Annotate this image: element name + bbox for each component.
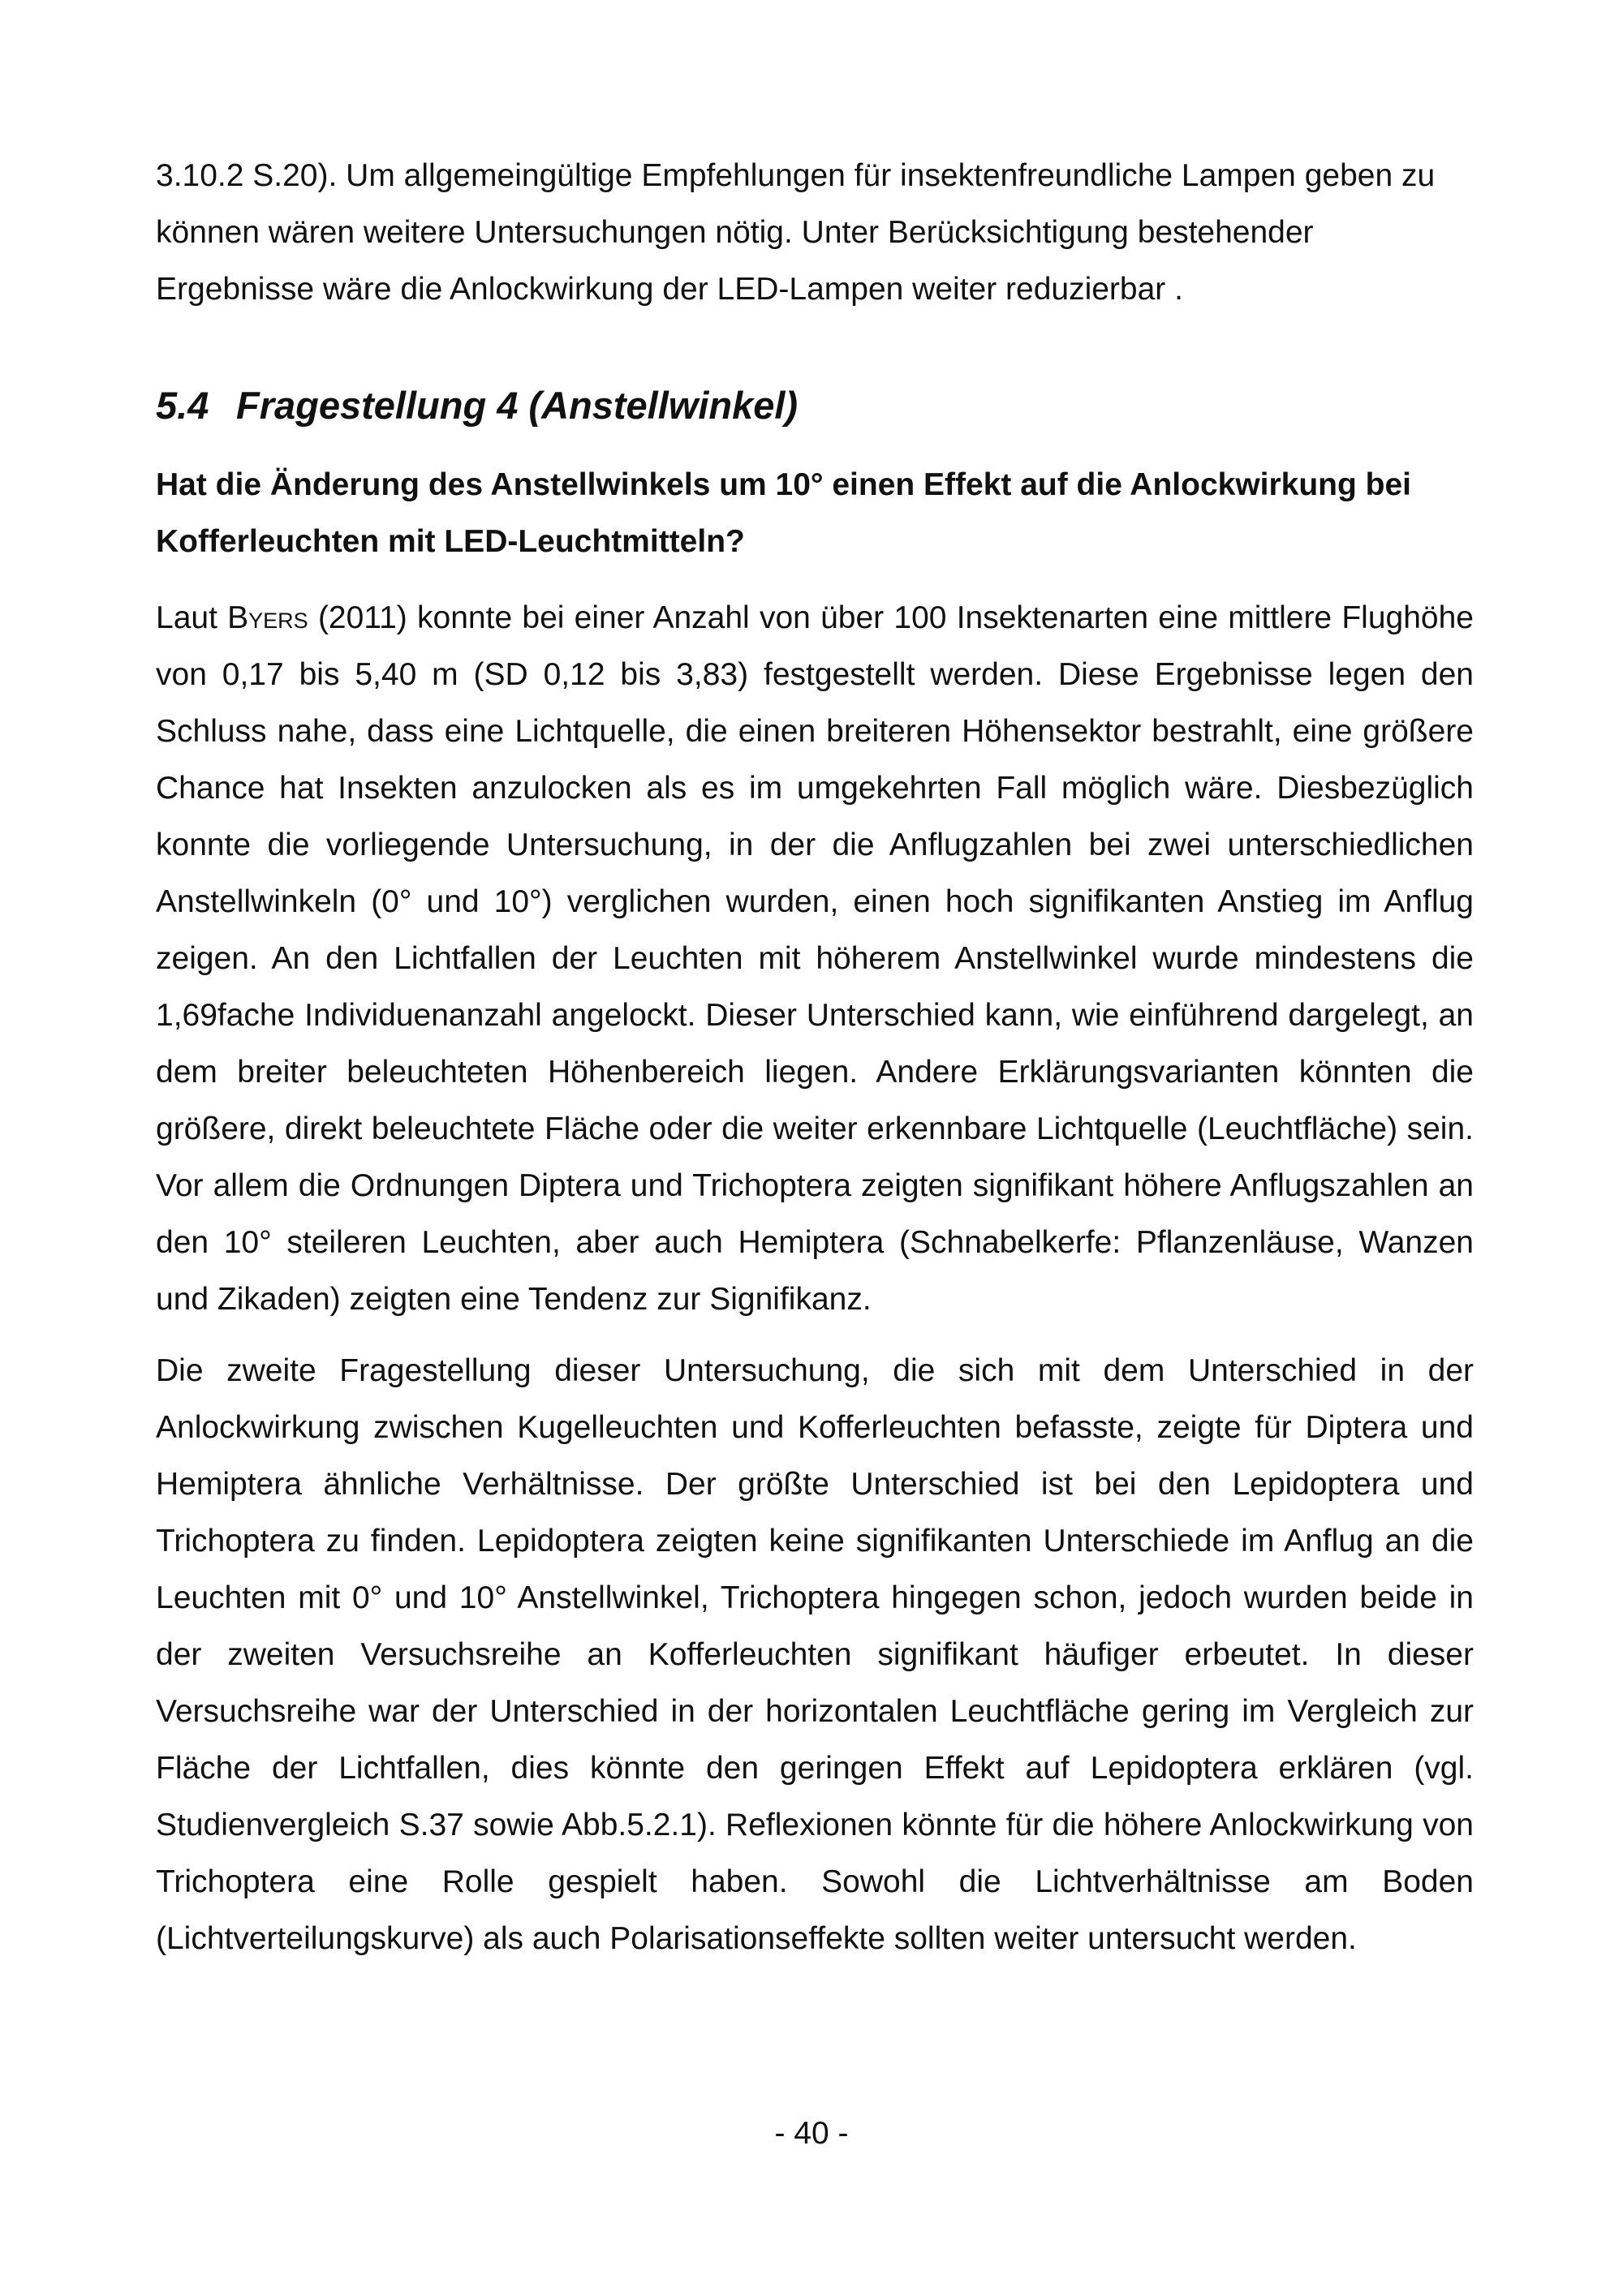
section-number: 5.4 <box>156 384 209 427</box>
author-name: Byers <box>227 600 308 635</box>
page-number: - 40 - <box>774 2116 849 2151</box>
paragraph-body: (2011) konnte bei einer Anzahl von über 100 Insektenarten eine mittlere Flughöhe von 0,17 bis 5,40 m (SD 0,12 bis 3,83) festgestellt werden. Diese Ergebnisse legen den Schluss nahe, dass eine Lichtquelle, die einen breiteren Höhensektor bestrahlt, eine größere Chance hat Insekten anzulocken als es im umgekehrten Fall möglich wäre. Diesbezüglich konnte die vorliegende Untersuchung, in der die Anflugzahlen bei zwei unterschiedlichen Anstellwinkeln (0° und 10°) verglichen wurden, einen hoch signifikanten Anstieg im Anflug zeigen. An den Lichtfallen der Leuchten mit höherem Anstellwinkel wurde mindestens die 1,69fache Individuenanzahl angelockt. Dieser Unterschied kann, wie einführend dargelegt, an dem breiter beleuchteten Höhenbereich liegen. Andere Erklärungsvarianten könnten die größere, direkt beleuchtete Fläche oder die weiter erkennbare Lichtquelle (Leuchtfläche) sein. Vor allem die Ordnungen Diptera und Trichoptera zeigten signifikant höhere Anflugszahlen an den 10° steileren Leuchten, aber auch Hemiptera (Schnabelkerfe: Pflanzenläuse, Wanzen und Zikaden) zeigten eine Tendenz zur Signifikanz. <box>156 600 1474 1317</box>
paragraph-lead: Laut <box>156 600 228 635</box>
section-heading <box>156 377 1474 434</box>
body-paragraph-2: Die zweite Fragestellung dieser Untersuchung, die sich mit dem Unterschied in der Anlockwirkung zwischen Kugelleuchten und Kofferleuchten befasste, zeigte für Diptera und Hemiptera ähnliche Verhältnisse. Der größte Unterschied ist bei den Lepidoptera und Trichoptera zu finden. Lepidoptera zeigten keine signifikanten Unterschiede im Anflug an die Leuchten mit 0° und 10° Anstellwinkel, Trichoptera hingegen schon, jedoch wurden beide in der zweiten Versuchsreihe an Kofferleuchten signifikant häufiger erbeutet. In dieser Versuchsreihe war der Unterschied in der horizontalen Leuchtfläche gering im Vergleich zur Fläche der Lichtfallen, dies könnte den geringen Effekt auf Lepidoptera erklären (vgl. Studienvergleich S.37 sowie Abb.5.2.1). Reflexionen könnte für die höhere Anlockwirkung von Trichoptera eine Rolle gespielt haben. Sowohl die Lichtverhältnisse am Boden (Lichtverteilungskurve) als auch Polarisationseffekte sollten weiter untersucht werden. <box>156 1353 1474 1956</box>
page-content <box>156 148 1474 1967</box>
research-question: Hat die Änderung des Anstellwinkels um 10° einen Effekt auf die Anlockwirkung bei Kofferleuchten mit LED-Leuchtmitteln? <box>156 467 1412 559</box>
section-title: Fragestellung 4 (Anstellwinkel) <box>236 384 799 427</box>
intro-paragraph: 3.10.2 S.20). Um allgemeingültige Empfehlungen für insektenfreundliche Lampen geben zu können wären weitere Untersuchungen nötig. Unter Berücksichtigung bestehender Ergebnisse wäre die Anlockwirkung der LED-Lampen weiter reduzierbar . <box>156 158 1436 307</box>
body-paragraph-1 <box>156 590 1474 1328</box>
